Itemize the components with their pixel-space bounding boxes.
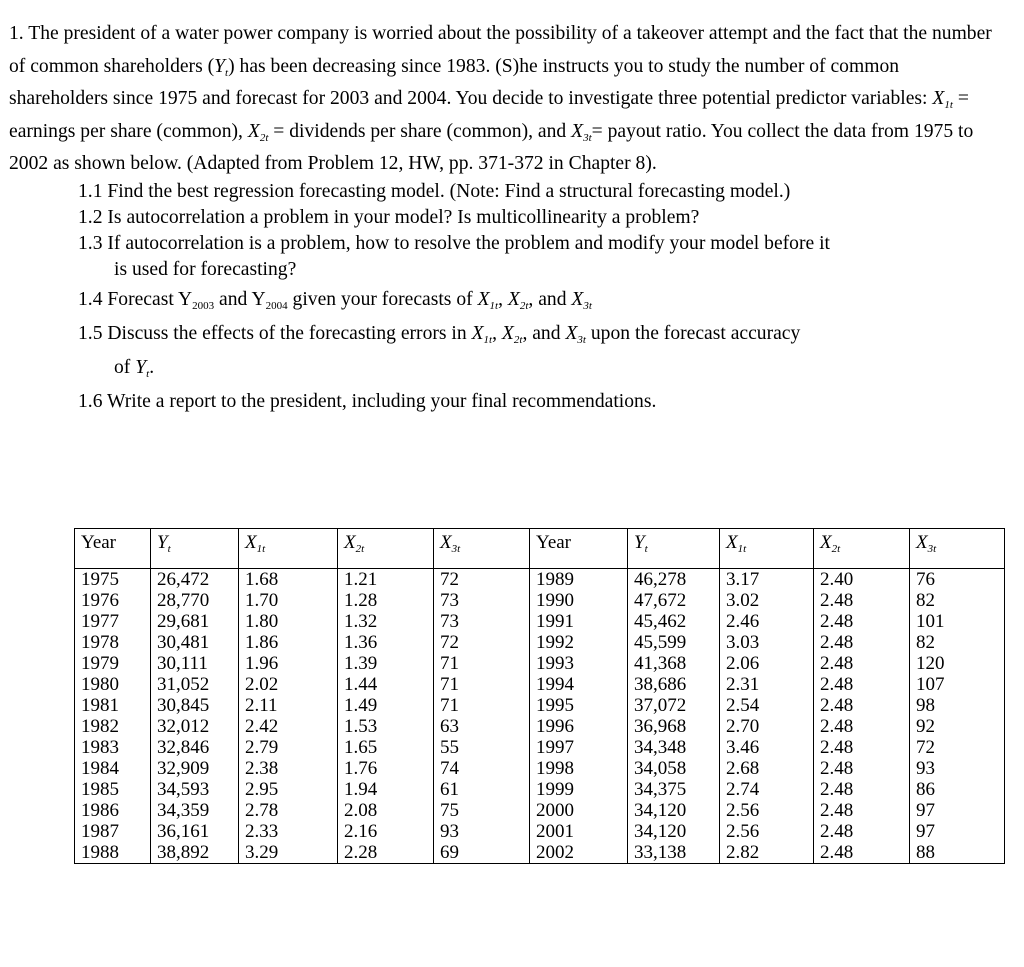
table-cell: 2.56 bbox=[720, 821, 814, 842]
table-cell: 101 bbox=[910, 611, 1005, 632]
table-cell: 30,845 bbox=[151, 695, 239, 716]
table-cell: 2.48 bbox=[814, 737, 910, 758]
table-cell: 34,058 bbox=[628, 758, 720, 779]
table-cell: 1988 bbox=[75, 842, 151, 864]
table-cell: 1979 bbox=[75, 653, 151, 674]
table-cell: 2.70 bbox=[720, 716, 814, 737]
table-cell: 1.96 bbox=[239, 653, 338, 674]
table-cell: 93 bbox=[434, 821, 530, 842]
table-cell: 34,120 bbox=[628, 821, 720, 842]
table-cell: 97 bbox=[910, 821, 1005, 842]
table-cell: 1.94 bbox=[338, 779, 434, 800]
table-cell: 1982 bbox=[75, 716, 151, 737]
table-cell: 30,481 bbox=[151, 632, 239, 653]
question-1-2: 1.2 Is autocorrelation a problem in your model? Is multicollinearity a problem? bbox=[78, 206, 700, 228]
table-cell: 2.42 bbox=[239, 716, 338, 737]
table-cell: 2001 bbox=[530, 821, 628, 842]
table-row bbox=[75, 716, 1005, 737]
table-header-row bbox=[75, 529, 1005, 569]
table-cell: 31,052 bbox=[151, 674, 239, 695]
table-cell: 2000 bbox=[530, 800, 628, 821]
table-cell: 2.11 bbox=[239, 695, 338, 716]
table-cell: 76 bbox=[910, 569, 1005, 591]
table-row bbox=[75, 632, 1005, 653]
table-cell: 93 bbox=[910, 758, 1005, 779]
table-cell: 1992 bbox=[530, 632, 628, 653]
table-cell: 1998 bbox=[530, 758, 628, 779]
table-cell: 30,111 bbox=[151, 653, 239, 674]
table-cell: 1.86 bbox=[239, 632, 338, 653]
table-cell: 36,161 bbox=[151, 821, 239, 842]
table-cell: 2.95 bbox=[239, 779, 338, 800]
table-cell: 33,138 bbox=[628, 842, 720, 864]
shareholder-data-table bbox=[74, 528, 1005, 864]
header-y-left: $Y_t$ bbox=[151, 529, 239, 569]
table-cell: 82 bbox=[910, 590, 1005, 611]
header-year-left: Year bbox=[75, 529, 151, 569]
table-cell: 61 bbox=[434, 779, 530, 800]
table-row bbox=[75, 779, 1005, 800]
table-cell: 32,846 bbox=[151, 737, 239, 758]
header-x1-right: $X_{1t}$ bbox=[720, 529, 814, 569]
table-row bbox=[75, 569, 1005, 591]
table-cell: 2.46 bbox=[720, 611, 814, 632]
table-cell: 1.68 bbox=[239, 569, 338, 591]
table-cell: 2.31 bbox=[720, 674, 814, 695]
table-cell: 1976 bbox=[75, 590, 151, 611]
table-row bbox=[75, 590, 1005, 611]
table-cell: 2002 bbox=[530, 842, 628, 864]
table-cell: 1987 bbox=[75, 821, 151, 842]
table-cell: 1983 bbox=[75, 737, 151, 758]
table-cell: 2.48 bbox=[814, 800, 910, 821]
table-cell: 69 bbox=[434, 842, 530, 864]
table-cell: 1991 bbox=[530, 611, 628, 632]
table-cell: 1981 bbox=[75, 695, 151, 716]
table-cell: 72 bbox=[910, 737, 1005, 758]
table-cell: 34,120 bbox=[628, 800, 720, 821]
table-cell: 71 bbox=[434, 653, 530, 674]
table-cell: 1.21 bbox=[338, 569, 434, 591]
table-cell: 34,348 bbox=[628, 737, 720, 758]
table-cell: 1994 bbox=[530, 674, 628, 695]
table-cell: 1.28 bbox=[338, 590, 434, 611]
table-cell: 82 bbox=[910, 632, 1005, 653]
table-cell: 2.06 bbox=[720, 653, 814, 674]
table-cell: 1990 bbox=[530, 590, 628, 611]
table-cell: 1984 bbox=[75, 758, 151, 779]
problem-statement bbox=[9, 18, 994, 419]
table-row bbox=[75, 653, 1005, 674]
question-1-3: 1.3 If autocorrelation is a problem, how to resolve the problem and modify your model before it bbox=[78, 232, 830, 254]
table-cell: 3.03 bbox=[720, 632, 814, 653]
table-cell: 2.48 bbox=[814, 695, 910, 716]
question-1-5-continued: of $Y_t$. bbox=[114, 356, 155, 380]
table-cell: 2.16 bbox=[338, 821, 434, 842]
question-1-5: 1.5 Discuss the effects of the forecasting errors in $X_{1t}$, $X_{2t}$, and $X_{3t}$ upon the forecast accuracy bbox=[78, 322, 801, 346]
table-cell: 1975 bbox=[75, 569, 151, 591]
table-cell: 1996 bbox=[530, 716, 628, 737]
table-cell: 75 bbox=[434, 800, 530, 821]
table-cell: 2.48 bbox=[814, 821, 910, 842]
table-cell: 45,599 bbox=[628, 632, 720, 653]
table-cell: 1.65 bbox=[338, 737, 434, 758]
table-cell: 3.46 bbox=[720, 737, 814, 758]
table-cell: 2.33 bbox=[239, 821, 338, 842]
table-cell: 2.48 bbox=[814, 674, 910, 695]
table-cell: 2.82 bbox=[720, 842, 814, 864]
question-1-4: 1.4 Forecast $Y_{2003}$ and $Y_{2004}$ given your forecasts of $X_{1t}$, $X_{2t}$, and $X_{3t}$ bbox=[78, 288, 592, 312]
table-cell: 3.17 bbox=[720, 569, 814, 591]
table-row bbox=[75, 611, 1005, 632]
table-cell: 86 bbox=[910, 779, 1005, 800]
table-cell: 34,375 bbox=[628, 779, 720, 800]
table-body bbox=[75, 569, 1005, 864]
table-cell: 1.53 bbox=[338, 716, 434, 737]
table-row bbox=[75, 800, 1005, 821]
table-cell: 26,472 bbox=[151, 569, 239, 591]
table-cell: 1980 bbox=[75, 674, 151, 695]
table-cell: 2.40 bbox=[814, 569, 910, 591]
table-cell: 2.38 bbox=[239, 758, 338, 779]
table-cell: 1997 bbox=[530, 737, 628, 758]
table-row bbox=[75, 674, 1005, 695]
table-cell: 1993 bbox=[530, 653, 628, 674]
header-x2-left: $X_{2t}$ bbox=[338, 529, 434, 569]
table-cell: 71 bbox=[434, 695, 530, 716]
table-cell: 46,278 bbox=[628, 569, 720, 591]
table-cell: 71 bbox=[434, 674, 530, 695]
header-x1-left: $X_{1t}$ bbox=[239, 529, 338, 569]
table-cell: 1.80 bbox=[239, 611, 338, 632]
table-cell: 2.48 bbox=[814, 842, 910, 864]
table-cell: 1995 bbox=[530, 695, 628, 716]
table-cell: 1989 bbox=[530, 569, 628, 591]
table-cell: 36,968 bbox=[628, 716, 720, 737]
table-cell: 1.36 bbox=[338, 632, 434, 653]
table-cell: 1.49 bbox=[338, 695, 434, 716]
table-cell: 2.48 bbox=[814, 758, 910, 779]
table-cell: 74 bbox=[434, 758, 530, 779]
table-cell: 38,892 bbox=[151, 842, 239, 864]
table-cell: 2.48 bbox=[814, 779, 910, 800]
table-cell: 38,686 bbox=[628, 674, 720, 695]
table-cell: 2.02 bbox=[239, 674, 338, 695]
table-cell: 2.56 bbox=[720, 800, 814, 821]
question-1-1: 1.1 Find the best regression forecasting model. (Note: Find a structural forecasting model.) bbox=[78, 180, 791, 202]
table-cell: 2.48 bbox=[814, 716, 910, 737]
table-cell: 2.08 bbox=[338, 800, 434, 821]
header-y-right: $Y_t$ bbox=[628, 529, 720, 569]
question-list bbox=[78, 179, 994, 419]
table-row bbox=[75, 758, 1005, 779]
table-cell: 1985 bbox=[75, 779, 151, 800]
table-cell: 92 bbox=[910, 716, 1005, 737]
table-cell: 97 bbox=[910, 800, 1005, 821]
table-cell: 63 bbox=[434, 716, 530, 737]
table-cell: 73 bbox=[434, 590, 530, 611]
table-row bbox=[75, 737, 1005, 758]
table-cell: 1999 bbox=[530, 779, 628, 800]
table-cell: 3.29 bbox=[239, 842, 338, 864]
table-cell: 73 bbox=[434, 611, 530, 632]
table-cell: 34,359 bbox=[151, 800, 239, 821]
table-cell: 32,909 bbox=[151, 758, 239, 779]
table-cell: 32,012 bbox=[151, 716, 239, 737]
table-cell: 1.32 bbox=[338, 611, 434, 632]
table-cell: 2.68 bbox=[720, 758, 814, 779]
table-cell: 41,368 bbox=[628, 653, 720, 674]
table-cell: 2.54 bbox=[720, 695, 814, 716]
table-cell: 45,462 bbox=[628, 611, 720, 632]
table-cell: 120 bbox=[910, 653, 1005, 674]
problem-intro: 1. The president of a water power company is worried about the possibility of a takeover attempt and the fact that the number of common shareholders $(Y_t)$ has been decreasing since 1983. (S)he instructs you to study the number of common shareholders since 1975 and forecast for 2003 and 2004. You decide to investigate three potential predictor variables: $X_{1t}$ = earnings per share (common), $X_{2t}$ = dividends per share (common), and $X_{3t}=$ payout ratio. You collect the data from 1975 to 2002 as shown below. (Adapted from Problem 12, HW, pp. 371-372 in Chapter 8). bbox=[9, 23, 992, 174]
table-cell: 1977 bbox=[75, 611, 151, 632]
table-cell: 37,072 bbox=[628, 695, 720, 716]
table-cell: 1.44 bbox=[338, 674, 434, 695]
header-year-right: Year bbox=[530, 529, 628, 569]
table-cell: 2.79 bbox=[239, 737, 338, 758]
table-cell: 2.28 bbox=[338, 842, 434, 864]
table-cell: 1.76 bbox=[338, 758, 434, 779]
table-cell: 47,672 bbox=[628, 590, 720, 611]
table-row bbox=[75, 842, 1005, 864]
header-x3-left: $X_{3t}$ bbox=[434, 529, 530, 569]
table-cell: 2.74 bbox=[720, 779, 814, 800]
table-cell: 2.48 bbox=[814, 632, 910, 653]
header-x3-right: $X_{3t}$ bbox=[910, 529, 1005, 569]
question-1-3-continued: is used for forecasting? bbox=[114, 258, 297, 280]
table-cell: 98 bbox=[910, 695, 1005, 716]
table-row bbox=[75, 821, 1005, 842]
header-x2-right: $X_{2t}$ bbox=[814, 529, 910, 569]
table-cell: 2.78 bbox=[239, 800, 338, 821]
table-cell: 29,681 bbox=[151, 611, 239, 632]
table-cell: 2.48 bbox=[814, 611, 910, 632]
table-cell: 2.48 bbox=[814, 590, 910, 611]
table-cell: 72 bbox=[434, 632, 530, 653]
table-cell: 55 bbox=[434, 737, 530, 758]
table-cell: 1.39 bbox=[338, 653, 434, 674]
table-cell: 1986 bbox=[75, 800, 151, 821]
table-cell: 34,593 bbox=[151, 779, 239, 800]
table-cell: 1978 bbox=[75, 632, 151, 653]
table-cell: 3.02 bbox=[720, 590, 814, 611]
table-cell: 1.70 bbox=[239, 590, 338, 611]
table-cell: 2.48 bbox=[814, 653, 910, 674]
table-cell: 107 bbox=[910, 674, 1005, 695]
question-1-6: 1.6 Write a report to the president, including your final recommendations. bbox=[78, 390, 657, 412]
table-row bbox=[75, 695, 1005, 716]
table-cell: 88 bbox=[910, 842, 1005, 864]
table-cell: 28,770 bbox=[151, 590, 239, 611]
table-cell: 72 bbox=[434, 569, 530, 591]
